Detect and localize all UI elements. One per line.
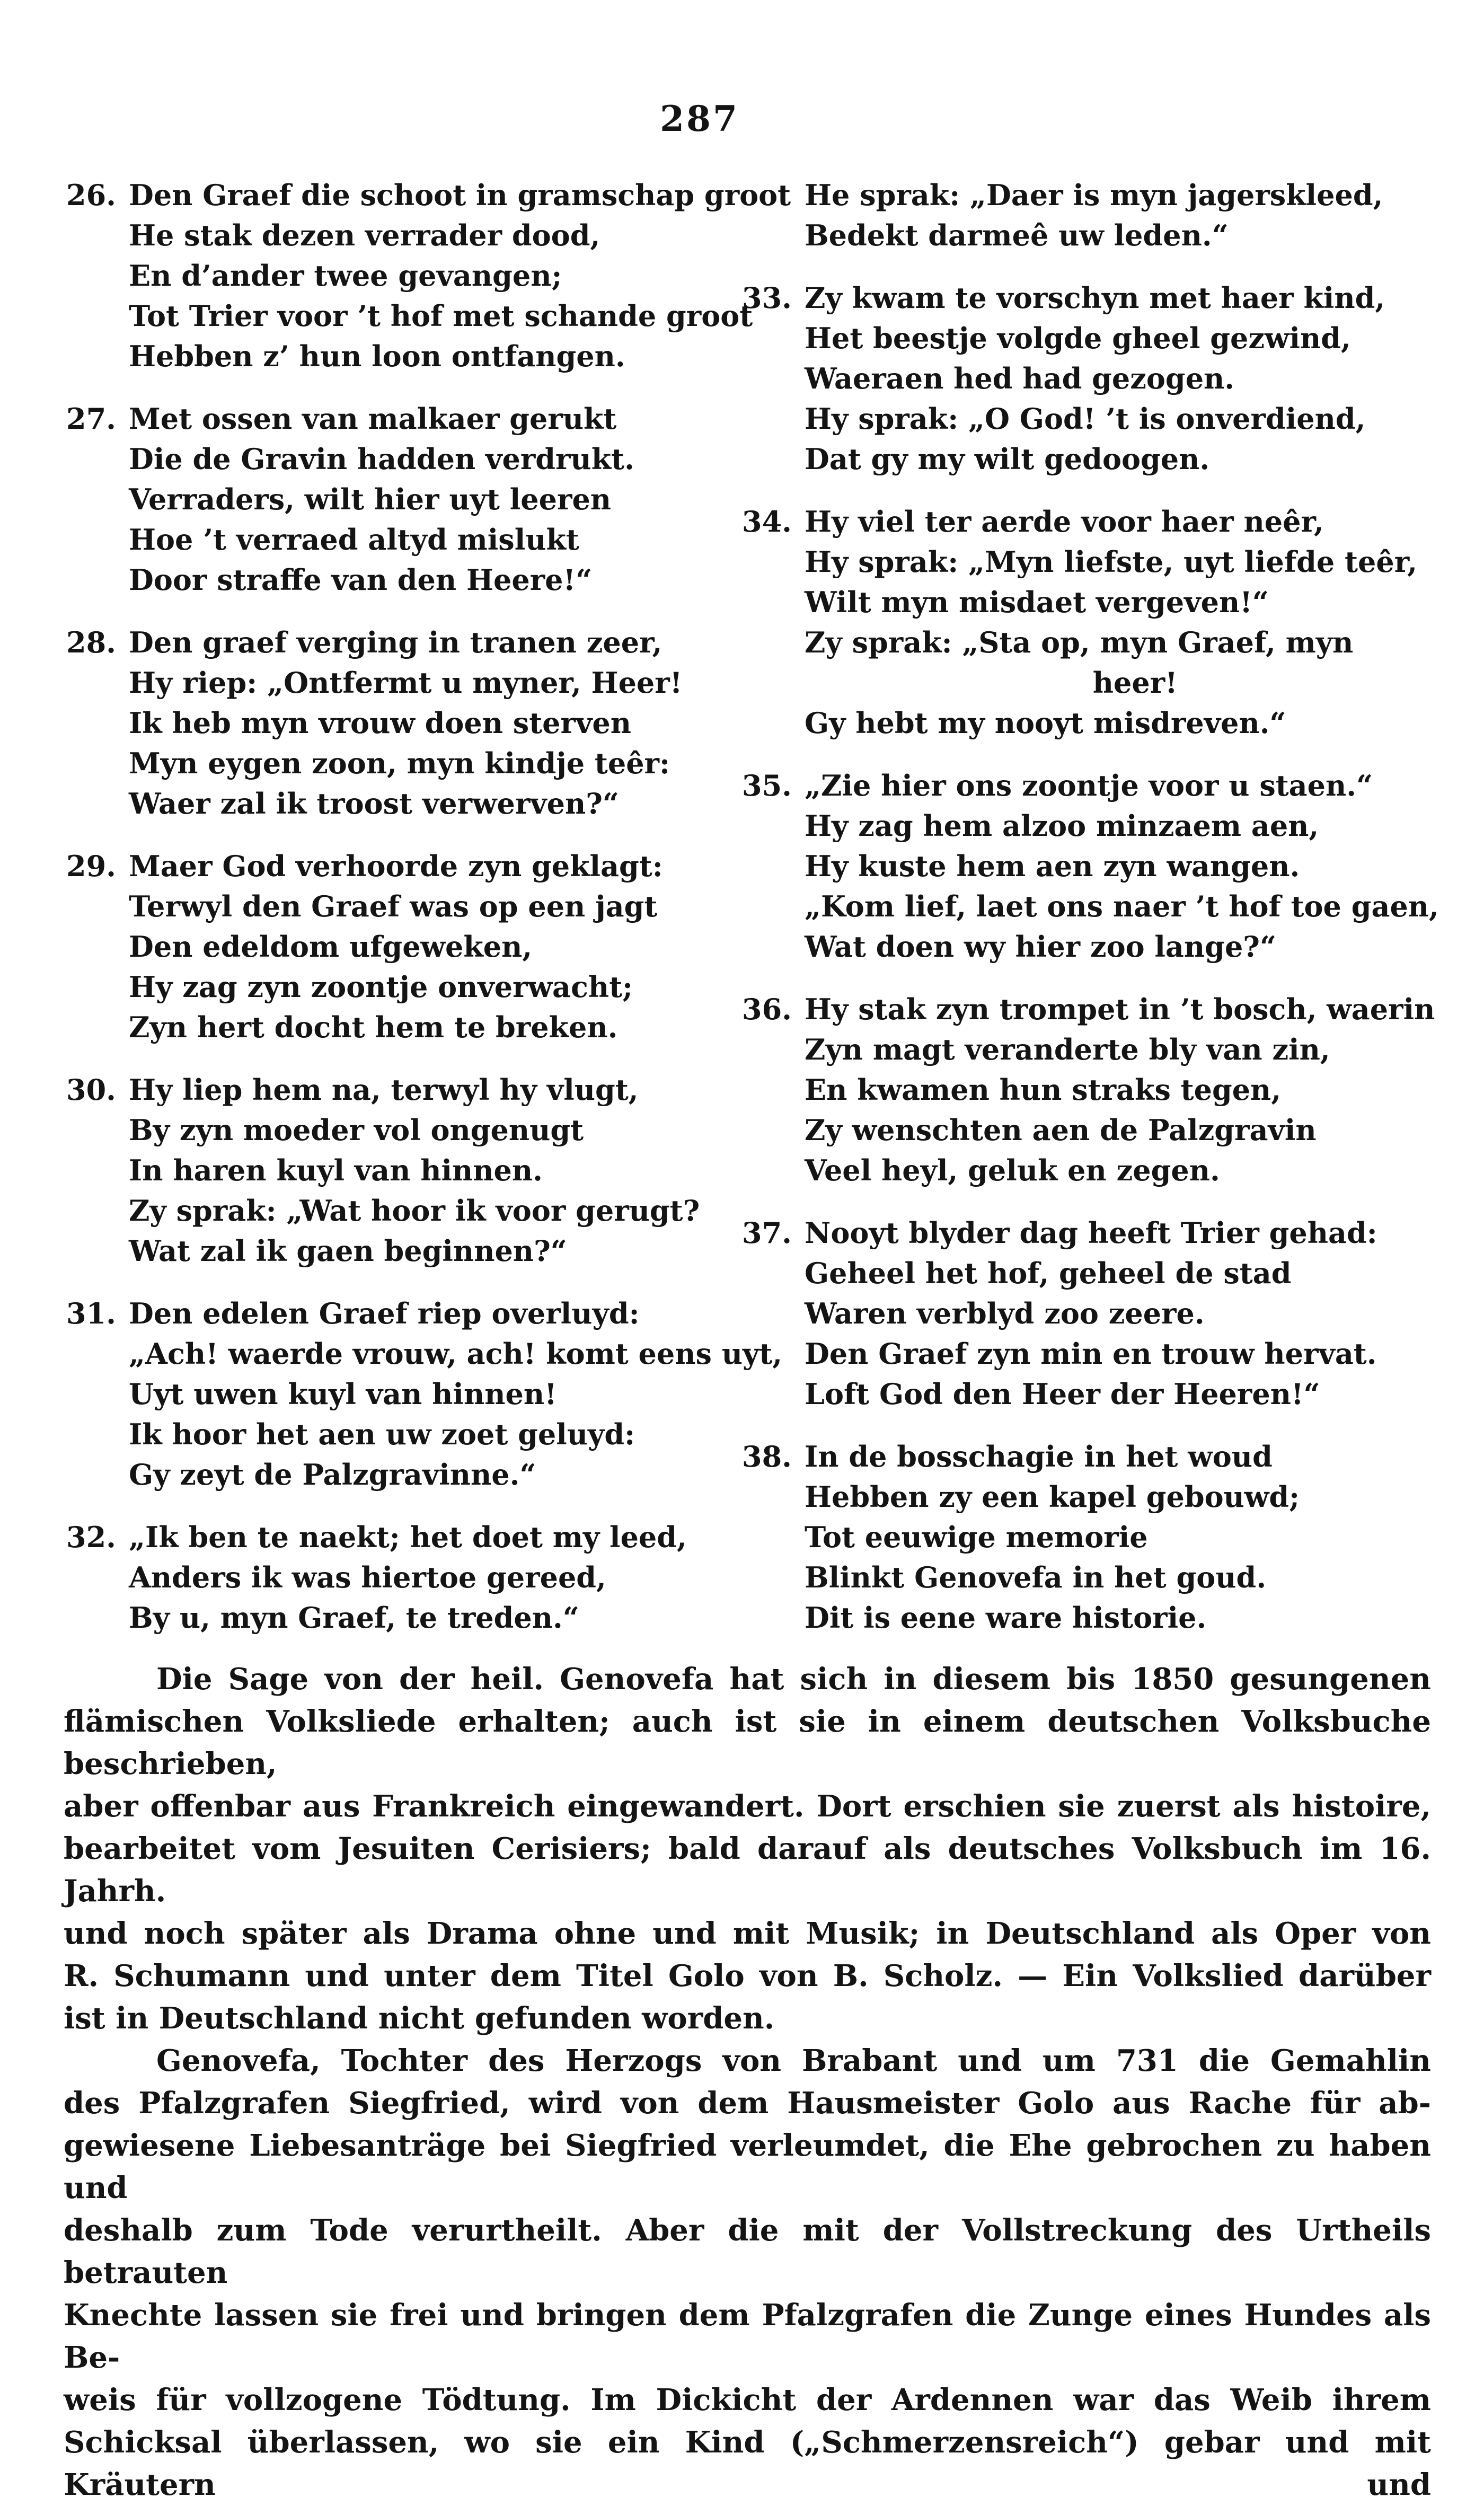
prose-line: deshalb zum Tode verurtheilt. Aber die mit der Vollstreckung des Urtheils betrauten [64, 2213, 1431, 2290]
prose-paragraph-2 [64, 2040, 1431, 2506]
verse-line: Zy sprak: „Sta op, myn Graef, myn [805, 625, 1354, 659]
verse-line: En d’ander twee gevangen; [129, 259, 562, 293]
prose-line: R. Schumann und unter dem Titel Golo von B. Scholz. — Ein Volkslied darüber [64, 1958, 1431, 1993]
verse-number: 29. [66, 849, 116, 883]
verse-line: Ik heb myn vrouw doen sterven [129, 706, 631, 740]
verse-line: Hebben z’ hun loon ontfangen. [129, 339, 625, 373]
verse-line: Uyt uwen kuyl van hinnen! [129, 1377, 557, 1411]
verse-line: Met ossen van malkaer gerukt [129, 402, 617, 436]
verse-line: Hy zag zyn zoontje onverwacht; [129, 970, 633, 1004]
verse-line: Hy stak zyn trompet in ’t bosch, waerin [805, 992, 1435, 1026]
verse-line: Door straffe van den Heere!“ [129, 563, 593, 597]
verse-line: By u, myn Graef, te treden.“ [129, 1601, 579, 1635]
prose-line: Knechte lassen sie frei und bringen dem Pfalzgrafen die Zunge eines Hundes als Be- [64, 2298, 1431, 2375]
verse-line: Bedekt darmeê uw leden.“ [805, 218, 1229, 252]
verse-column-right [742, 175, 1439, 1660]
verse-number: 27. [66, 402, 116, 436]
verse-line: He sprak: „Daer is myn jagerskleed, [805, 178, 1383, 212]
verse-line: Waren verblyd zoo zeere. [805, 1296, 1205, 1330]
prose-line: weis für vollzogene Tödtung. Im Dickicht der Ardennen war das Weib ihrem [64, 2383, 1431, 2417]
verse-number: 26. [66, 178, 116, 212]
verse-38 [742, 1436, 1431, 1638]
prose-commentary [64, 1658, 1431, 2506]
verse-number: 32. [66, 1520, 116, 1554]
verse-line: Hoe ’t verraed altyd mislukt [129, 523, 579, 557]
page-number: 287 [660, 98, 739, 139]
verse-line: Verraders, wilt hier uyt leeren [129, 482, 612, 516]
verse-number: 34. [742, 505, 792, 539]
verse-line: In de bosschagie in het woud [805, 1440, 1273, 1473]
verse-32 [66, 1517, 734, 1638]
verse-line: Hy liep hem na, terwyl hy vlugt, [129, 1073, 639, 1107]
verse-line: Gy hebt my nooyt misdreven.“ [805, 706, 1286, 740]
verse-line: Blinkt Genovefa in het goud. [805, 1560, 1267, 1594]
verse-line: Den edeldom ufgeweken, [129, 930, 533, 964]
verse-29 [66, 846, 734, 1047]
verse-number: 36. [742, 992, 792, 1026]
verse-line: Hy kuste hem aen zyn wangen. [805, 849, 1300, 883]
verse-line: Maer God verhoorde zyn geklagt: [129, 849, 663, 883]
verse-line: Hebben zy een kapel gebouwd; [805, 1480, 1300, 1514]
verse-line: Den graef verging in tranen zeer, [129, 625, 662, 659]
verse-line: Geheel het hof, geheel de stad [805, 1256, 1292, 1290]
verse-line: Myn eygen zoon, myn kindje teêr: [129, 746, 670, 780]
verse-line: Hy zag hem alzoo minzaem aen, [805, 809, 1319, 843]
verse-line: Den edelen Graef riep overluyd: [129, 1296, 640, 1330]
prose-line: des Pfalzgrafen Siegfried, wird von dem Hausmeister Golo aus Rache für ab- [64, 2086, 1431, 2121]
verse-line: Waer zal ik troost verwerven?“ [129, 787, 619, 820]
verse-line: Wat doen wy hier zoo lange?“ [805, 930, 1276, 964]
verse-line: Den Graef die schoot in gramschap groot [129, 178, 791, 212]
verse-line: Dat gy my wilt gedoogen. [805, 442, 1210, 476]
verse-line: Hy sprak: „O God! ’t is onverdiend, [805, 402, 1366, 436]
verse-line: Hy sprak: „Myn liefste, uyt liefde teêr, [805, 545, 1418, 579]
verse-line: En kwamen hun straks tegen, [805, 1073, 1282, 1107]
verse-line: By zyn moeder vol ongenugt [129, 1113, 584, 1147]
verse-33 [742, 278, 1431, 479]
verse-line: Tot eeuwige memorie [805, 1520, 1148, 1554]
verse-line: Zy wenschten aen de Palzgravin [805, 1113, 1317, 1147]
verse-line: Zyn hert docht hem te breken. [129, 1010, 618, 1044]
verse-34 [742, 501, 1431, 743]
verse-line: Ik hoor het aen uw zoet geluyd: [129, 1417, 635, 1451]
verse-27 [66, 399, 734, 600]
prose-line: aber offenbar aus Frankreich eingewandert. Dort erschien sie zuerst als histoire, [64, 1789, 1431, 1824]
verse-line: Nooyt blyder dag heeft Trier gehad: [805, 1216, 1377, 1250]
verse-line: Zyn magt veranderte bly van zin, [805, 1033, 1330, 1066]
prose-line: gewiesene Liebesanträge bei Siegfried verleumdet, die Ehe gebrochen zu haben und [64, 2128, 1431, 2205]
verse-line: Hy riep: „Ontfermt u myner, Heer! [129, 666, 683, 700]
verse-line: Hy viel ter aerde voor haer neêr, [805, 505, 1324, 539]
verse-number: 28. [66, 625, 116, 659]
prose-line: Schicksal überlassen, wo sie ein Kind („Schmerzensreich“) gebar und mit Kräutern und [64, 2425, 1431, 2502]
verse-line: „Ik ben te naekt; het doet my leed, [129, 1520, 687, 1554]
verse-line: „Kom lief, laet ons naer ’t hof toe gaen, [805, 889, 1439, 923]
verse-line: Het beestje volgde gheel gezwind, [805, 321, 1351, 355]
verse-line: Terwyl den Graef was op een jagt [129, 889, 658, 923]
prose-line: flämischen Volksliede erhalten; auch ist sie in einem deutschen Volksbuche beschrieben, [64, 1704, 1431, 1781]
verse-35 [742, 765, 1439, 967]
verse-line: In haren kuyl van hinnen. [129, 1153, 543, 1187]
verse-number: 33. [742, 281, 792, 315]
verse-30 [66, 1070, 734, 1271]
prose-line: ist in Deutschland nicht gefunden worden. [64, 2001, 775, 2036]
verse-line: Tot Trier voor ’t hof met schande groot [129, 299, 753, 333]
verse-number: 38. [742, 1440, 792, 1473]
verse-line: Zy kwam te vorschyn met haer kind, [805, 281, 1385, 315]
verse-number: 37. [742, 1216, 792, 1250]
verse-number: 31. [66, 1296, 116, 1330]
verse-line: Wilt myn misdaet vergeven!“ [805, 585, 1269, 619]
prose-paragraph-1 [64, 1658, 1431, 2040]
prose-line: Genovefa, Tochter des Herzogs von Brabant und um 731 die Gemahlin [156, 2043, 1431, 2078]
verse-number: 30. [66, 1073, 116, 1107]
verse-line: Wat zal ik gaen beginnen?“ [129, 1234, 567, 1268]
verse-28 [66, 622, 734, 824]
verse-line: „Zie hier ons zoontje voor u staen.“ [805, 769, 1373, 802]
verse-37 [742, 1213, 1431, 1414]
verse-line: Zy sprak: „Wat hoor ik voor gerugt? [129, 1194, 700, 1228]
verse-line: Veel heyl, geluk en zegen. [805, 1153, 1220, 1187]
prose-line: und noch später als Drama ohne und mit Musik; in Deutschland als Oper von [64, 1916, 1431, 1951]
verse-line: Den Graef zyn min en trouw hervat. [805, 1337, 1377, 1371]
verse-line: „Ach! waerde vrouw, ach! komt eens uyt, [129, 1337, 783, 1371]
verse-line: Dit is eene ware historie. [805, 1601, 1207, 1635]
verse-line: He stak dezen verrader dood, [129, 218, 600, 252]
verse-line: Die de Gravin hadden verdrukt. [129, 442, 634, 476]
verse-line: Waeraen hed had gezogen. [805, 361, 1235, 395]
verse-line: heer! [1092, 666, 1178, 700]
prose-line: bearbeitet vom Jesuiten Cerisiers; bald darauf als deutsches Volksbuch im 16. Jahrh. [64, 1831, 1431, 1909]
verse-line: Gy zeyt de Palzgravinne.“ [129, 1458, 536, 1492]
verse-continuation [742, 175, 1431, 255]
verse-line: Loft God den Heer der Heeren!“ [805, 1377, 1320, 1411]
verse-36 [742, 989, 1435, 1190]
verse-line: Anders ik was hiertoe gereed, [129, 1560, 606, 1594]
prose-line: Die Sage von der heil. Genovefa hat sich in diesem bis 1850 gesungenen [156, 1662, 1431, 1697]
verse-number: 35. [742, 769, 792, 802]
